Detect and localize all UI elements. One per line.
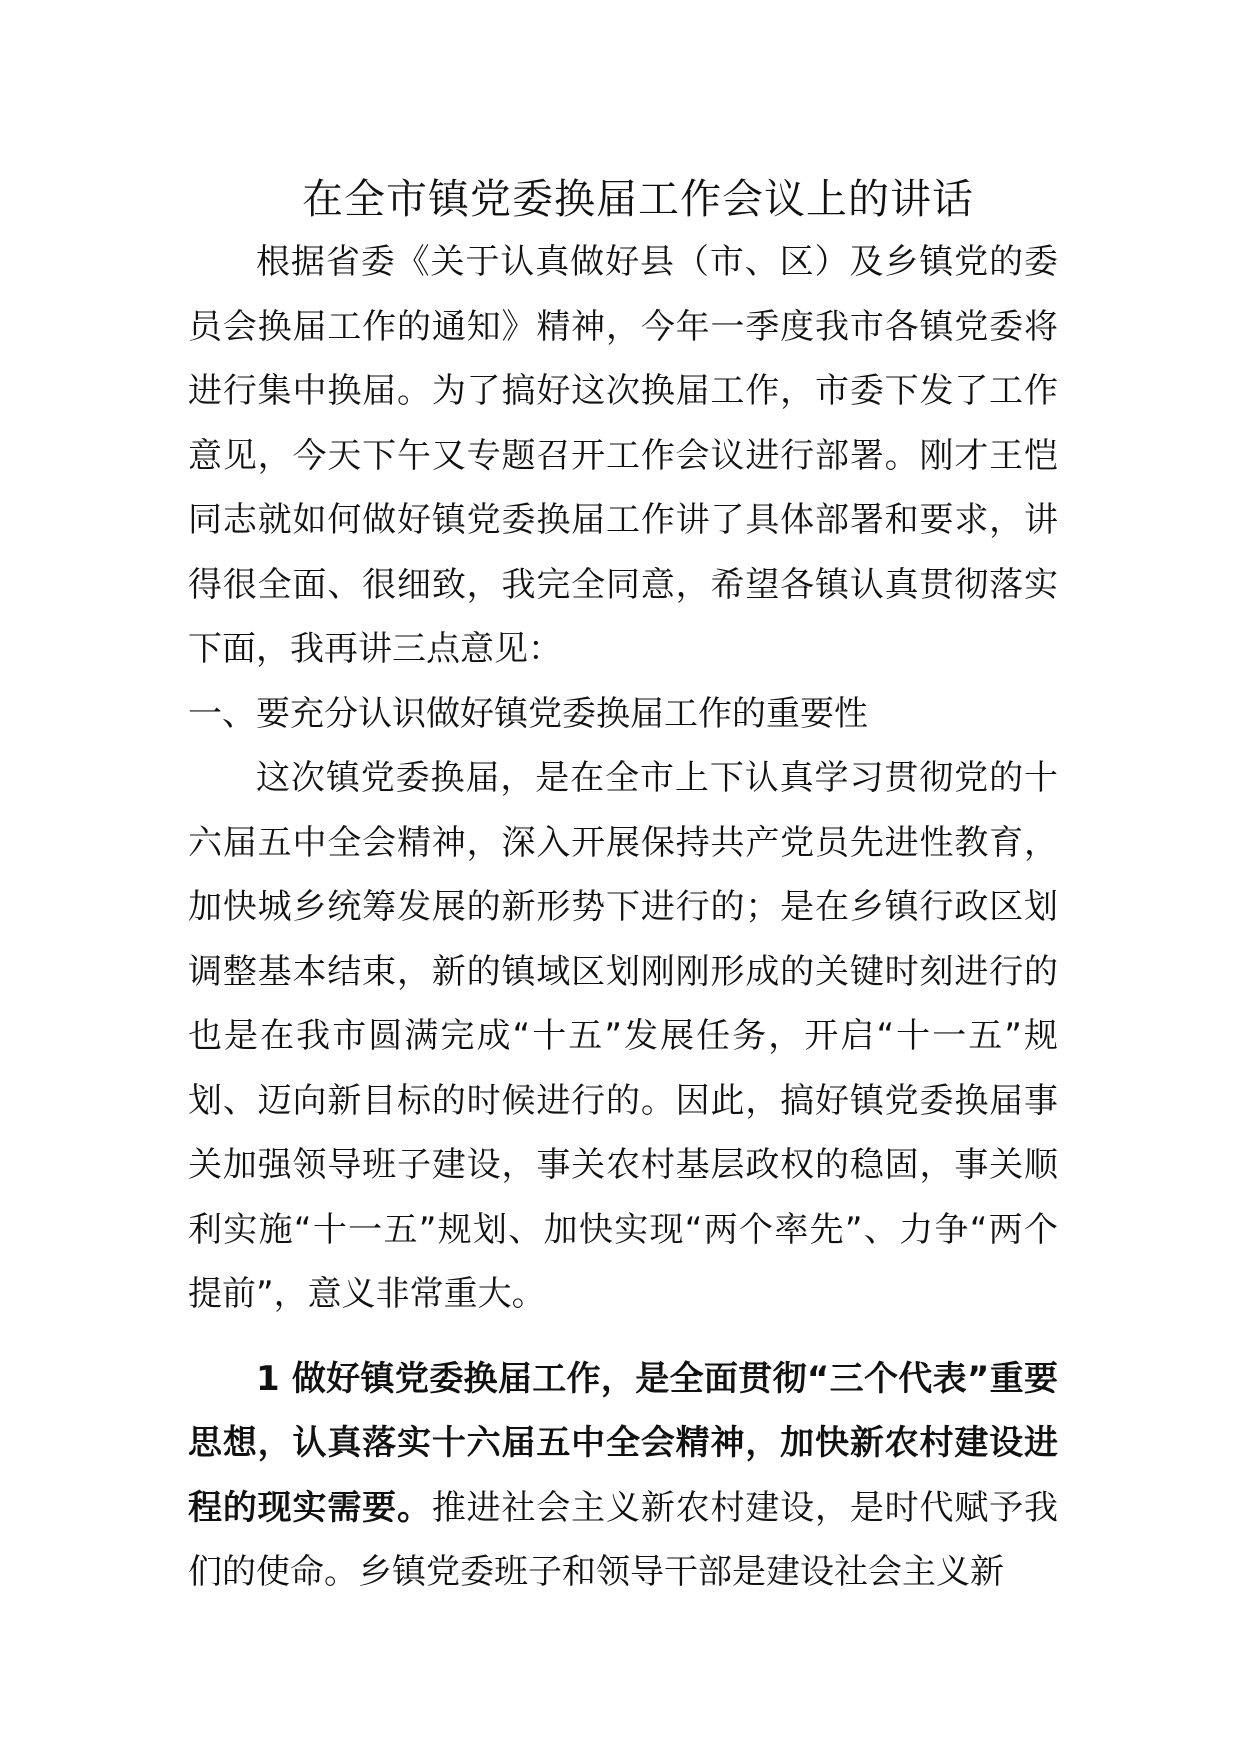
section-heading-1: 一、要充分认识做好镇党委换届工作的重要性 [188,693,868,734]
point-1-paragraph [188,1347,1058,1605]
document-page [188,168,1058,1605]
document-title: 在全市镇党委换届工作会议上的讲话 [302,175,974,223]
section-1-paragraph: 这次镇党委换届，是在全市上下认真学习贯彻党的十六届五中全会精神，深入开展保持共产党员先进性教育，加快城乡统筹发展的新形势下进行的；是在乡镇行政区划调整基本结束，新的镇域区划刚刚形成的关键时刻进行的也是在我市圆满完成“十五”发展任务，开启“十一五”规划、迈向新目标的时候进行的。因此，搞好镇党委换届事关加强领导班子建设，事关农村基层政权的稳固，事关顺利实施“十一五”规划、加快实现“两个率先”、力争“两个提前”，意义非常重大。 [188,758,1058,1314]
intro-paragraph: 根据省委《关于认真做好县（市、区）及乡镇党的委员会换届工作的通知》精神，今年一季度我市各镇党委将进行集中换届。为了搞好这次换届工作，市委下发了工作意见，今天下午又专题召开工作会议进行部署。刚才王恺同志就如何做好镇党委换届工作讲了具体部署和要求，讲得很全面、很细致，我完全同意，希望各镇认真贯彻落实下面，我再讲三点意见： [188,242,1058,669]
point-1-body: 推进社会主义新农村建设，是时代赋予我们的使命。乡镇党委班子和领导干部是建设社会主义新 [188,1487,1059,1592]
point-1-bold-lead: 1 做好镇党委换届工作，是全面贯彻“三个代表”重要思想，认真落实十六届五中全会精神，加快新农村建设进程的现实需要。 [188,1358,1058,1528]
